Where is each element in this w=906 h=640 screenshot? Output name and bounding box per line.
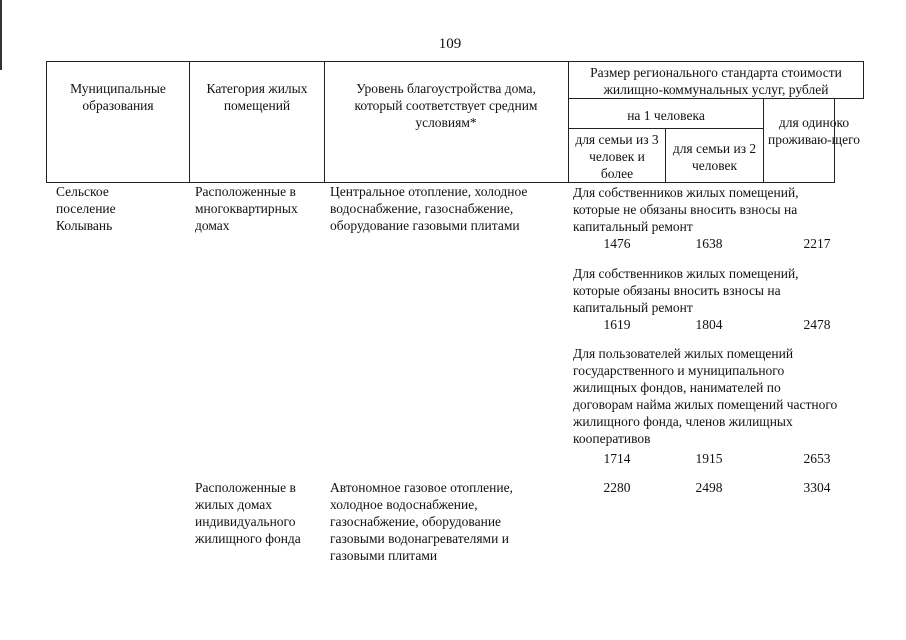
header-standard: Размер регионального стандарта стоимости жилищно-коммунальных услуг, рублей [590,65,842,97]
page-number: 109 [438,36,462,52]
page-edge-mark [0,0,2,70]
row1-group1-single: 2217 [803,236,831,251]
row1-group3-family2: 1915 [695,451,723,466]
header-per-person: на 1 человека [627,108,705,123]
col-divider-4 [568,61,569,183]
row1-group2-label: Для собственников жилых помещений, которые обязаны вносить взносы на капитальный ремонт [573,266,799,315]
col-divider-6 [763,98,764,183]
header-municipality: Муниципальные образования [70,81,166,113]
col-divider-5 [665,128,666,183]
col-divider-7 [863,61,864,99]
table-top-border [46,61,863,62]
row2-level: Автономное газовое отопление, холодное водоснабжение, газоснабжение, оборудование газовыми водонагревателями и газовыми плитами [330,480,513,563]
col-divider-2 [189,61,190,183]
row1-group2-family3: 1619 [603,317,631,332]
row2-family2: 2498 [695,480,723,495]
header-level: Уровень благоустройства дома, который соответствует средним условиям* [354,81,538,130]
row1-group1-family3: 1476 [603,236,631,251]
row1-group2-family2: 1804 [695,317,723,332]
header-family2: для семьи из 2 человек [672,141,757,173]
header-single: для одиноко проживаю-щего [767,115,861,147]
row2-single: 3304 [803,480,831,495]
row2-category: Расположенные в жилых домах индивидуального жилищного фонда [195,480,301,546]
row1-group3-label: Для пользователей жилых помещений государственного и муниципального жилищных фондов, нанимателей по договорам найма жилых помещений частного жилищного фонда, членов жилищных кооперативов [573,346,838,446]
row2-family3: 2280 [603,480,631,495]
row1-group1-label: Для собственников жилых помещений, которые не обязаны вносить взносы на капитальный ремонт [573,185,799,234]
row1-category: Расположенные в многоквартирных домах [195,184,298,233]
col-divider-3 [324,61,325,183]
header-family3: для семьи из 3 человек и более [575,132,659,181]
row1-group2-single: 2478 [803,317,831,332]
row1-level: Центральное отопление, холодное водоснабжение, газоснабжение, оборудование газовыми плитами [330,184,528,233]
standard-subheader-border [568,98,863,99]
row1-group3-family3: 1714 [603,451,631,466]
row1-group3-single: 2653 [803,451,831,466]
col-divider-1 [46,61,47,183]
row1-group1-family2: 1638 [695,236,723,251]
municipality-name: Сельское поселение Колывань [56,184,116,233]
header-category: Категория жилых помещений [206,81,308,113]
